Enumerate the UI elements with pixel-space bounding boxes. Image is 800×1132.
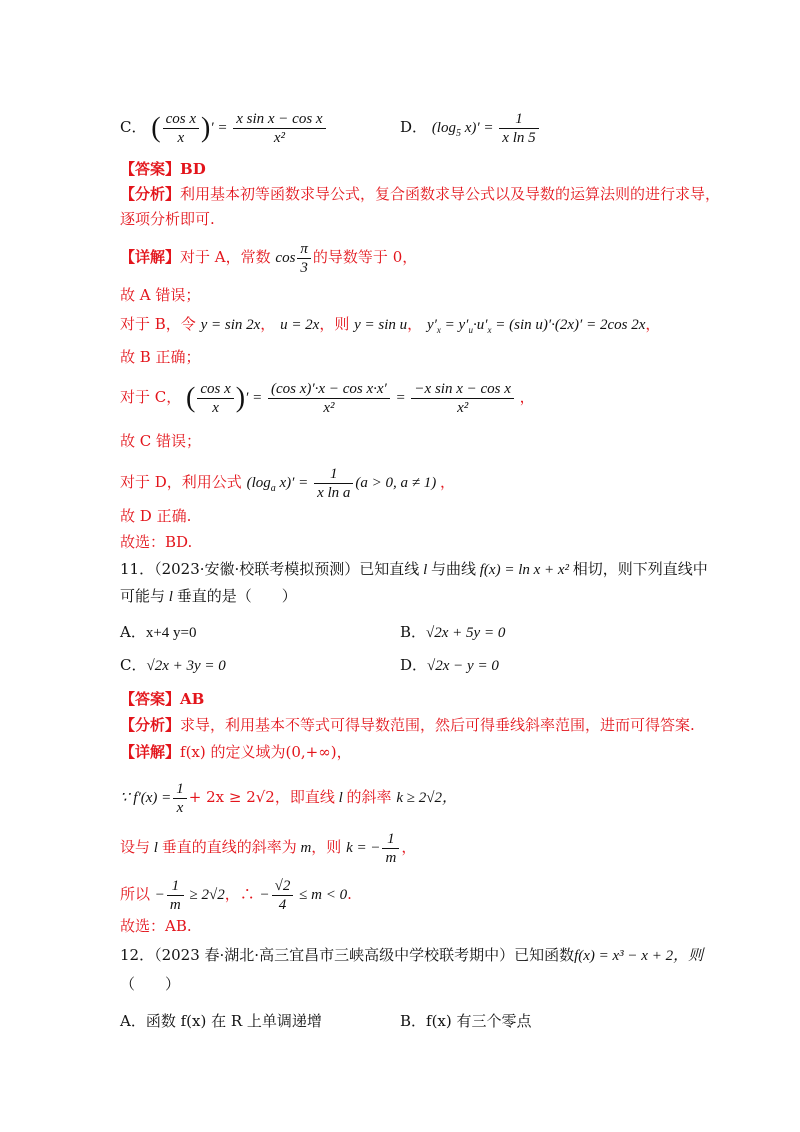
- analysis-text-2: 逐项分析即可.: [120, 210, 215, 228]
- choose-text: 故选：BD.: [120, 533, 193, 551]
- q11-b-label: B．: [400, 623, 427, 641]
- q12-function-formula: f(x) = x³ − x + 2，则: [574, 948, 704, 964]
- cos-pi-over-3: cos $\frac{\pi}{3}$: [275, 250, 313, 266]
- q11-d-label: D．: [400, 656, 428, 674]
- q11-stem-text-1c: 相切，则下列直线中: [572, 560, 708, 578]
- inequality-1: − $\frac{1}{m}$ ≥ 2√2: [154, 878, 225, 913]
- q10-answer: [120, 158, 206, 180]
- q11-answer-value: AB: [180, 690, 205, 708]
- q11-option-b: [400, 621, 505, 644]
- b-formula: y = sin 2x: [200, 317, 261, 333]
- slope-m: m: [296, 839, 312, 856]
- q11-b-text: √2x + 5y = 0: [426, 625, 506, 641]
- q10-a-wrong: [120, 284, 200, 306]
- q11-analysis: [120, 714, 695, 736]
- q11-analysis-tag: 【分析】: [120, 716, 181, 734]
- one-over-x: $\frac{1}{x}$: [171, 790, 189, 806]
- derivative-lhs: ∵ f′(x) =: [120, 789, 172, 806]
- q11-c-label: C．: [120, 656, 147, 674]
- c-derivative-formula: ( $\frac{\text{cos x}}{x}$ )′ = $\frac{\text{(cos x)′·x − cos x·x′}}{\text{x²}}$ = $\frac{\text{−x sin x − cos x}}{\text{x²}}$: [186, 390, 520, 406]
- line-l-3: l: [334, 789, 347, 806]
- q11-d-text: √2x − y = 0: [427, 658, 499, 674]
- q11-a-text: x+4 y=0: [145, 625, 197, 641]
- q12-stem-line2: [120, 973, 180, 995]
- q11-option-c: [120, 654, 226, 677]
- q11-option-a: [120, 621, 197, 644]
- q10-d-right: [120, 505, 191, 527]
- q12-b-text: f(x) 有三个零点: [426, 1012, 532, 1030]
- q10-b-right: [120, 346, 201, 368]
- q10-analysis-line1: [120, 183, 720, 205]
- q12-option-b: [400, 1010, 532, 1032]
- detail-a-text: 对于 A，常数: [180, 247, 271, 266]
- q12-a-label: A．: [120, 1012, 146, 1030]
- q11-detail-tag: 【详解】: [120, 743, 181, 761]
- q11-detail-3a: 设与: [120, 837, 151, 856]
- q11-detail-4a: 所以: [120, 884, 151, 903]
- q10-c-wrong: [120, 430, 201, 452]
- q11-stem-line1: [120, 558, 708, 581]
- detail-a-tail: 的导数等于 0，: [312, 247, 418, 266]
- q12-option-a: [120, 1010, 322, 1032]
- q11-stem-text-1: 11．（2023·安徽·校联考模拟预测）已知直线: [120, 560, 420, 578]
- detail-c-text: 对于 C，: [120, 387, 182, 406]
- q10-detail-b: 对于 B，令 y = sin 2x， u = 2x，则 y = sin u， $y'_x = y'_u\cdot u'_x = (\sin$ u)′·(2x)′ = 2cos 2x，: [120, 315, 661, 335]
- q11-detail-2: [120, 780, 457, 817]
- answer-tag: 【答案】: [120, 160, 181, 178]
- a-wrong-text: 故 A 错误；: [120, 286, 201, 304]
- q11-detail-2b: + 2x ≥ 2√2，即直线: [188, 787, 335, 806]
- q11-detail-1-text: f(x) 的定义域为(0,+∞)，: [180, 743, 352, 761]
- q11-stem-text-1b: 与曲线: [430, 560, 476, 578]
- q10-detail-a: [120, 240, 417, 277]
- option-d-label: D．: [400, 117, 428, 136]
- q11-a-label: A．: [120, 623, 146, 641]
- q11-detail-1: [120, 741, 352, 763]
- q11-detail-4: 所以 − $\frac{1}{m}$ ≥ 2√2，∴ − $\frac{√2}{4}$ ≤ m < 0.: [120, 878, 352, 913]
- q11-stem-line2: [120, 585, 297, 608]
- q11-answer-tag: 【答案】: [120, 690, 181, 708]
- analysis-text-1: 利用基本初等函数求导公式，复合函数求导公式以及导数的运算法则的进行求导，: [180, 185, 721, 203]
- q12-a-text: 函数 f(x) 在 R 上单调递增: [145, 1012, 322, 1030]
- q11-detail-4b: ，∴: [224, 884, 255, 903]
- detail-tag: 【详解】: [120, 247, 181, 266]
- detail-b-text: 对于 B，令: [120, 315, 196, 333]
- q11-choose: [120, 915, 192, 937]
- q11-choose-text: 故选：AB.: [120, 917, 192, 935]
- y-sin-u: y = sin u: [354, 317, 408, 333]
- option-d: [400, 110, 541, 147]
- q10-choose: [120, 531, 192, 553]
- d-right-text: 故 D 正确.: [120, 507, 192, 525]
- analysis-tag: 【分析】: [120, 185, 181, 203]
- q11-option-d: [400, 654, 499, 677]
- slope-bound: k ≥ 2√2，: [396, 789, 457, 806]
- detail-d-text: 对于 D，利用公式: [120, 472, 242, 491]
- q10-detail-d: 对于 D，利用公式 ($\log_a$ x)′ = $\frac{1}{\text{x ln a}}$ (a > 0, a ≠ 1) ，: [120, 466, 456, 501]
- line-l-4: l: [150, 839, 162, 856]
- line-l-2: l: [165, 589, 177, 605]
- curve-formula: f(x) = ln x + x²: [476, 562, 573, 578]
- option-d-formula: ($\log_5$ x)′ = $\frac{1}{\text{x ln 5}}$: [432, 120, 541, 136]
- u-formula: u = 2x: [280, 317, 320, 333]
- option-c: [120, 110, 328, 147]
- k-formula: k = − $\frac{1}{m}$: [346, 840, 401, 856]
- q12-stem-line1: [120, 944, 703, 967]
- q11-stem-text-2: 可能与: [120, 587, 166, 605]
- inequality-2: − $\frac{√2}{4}$ ≤ m < 0: [259, 878, 348, 913]
- q11-detail-2c: 的斜率: [346, 787, 392, 806]
- q11-c-text: √2x + 3y = 0: [146, 658, 226, 674]
- option-c-label: C．: [120, 117, 147, 136]
- log-formula: ($\log_a$ x)′ = $\frac{1}{\text{x ln a}}$ (a > 0, a ≠ 1): [246, 466, 440, 501]
- q12-stem-text-2: （ ）: [120, 975, 181, 993]
- line-l: l: [419, 562, 431, 578]
- q11-analysis-text: 求导，利用基本不等式可得导数范围，然后可得垂线斜率范围，进而可得答案.: [180, 716, 695, 734]
- q10-detail-c: 对于 C， ( $\frac{\text{cos x}}{x}$ )′ = $\frac{\text{(cos x)′·x − cos x·x′}}{\text{x²}}$ = $\frac{\text{−x sin x − cos x}}{\text{x²}}$ ，: [120, 381, 535, 416]
- q10-analysis-line2: [120, 208, 215, 230]
- chain-rule-formula: $y'_x = y'_u\cdot u'_x = (\sin$ u)′·(2x)′ = 2cos 2x: [426, 317, 646, 335]
- q11-detail-3b: 垂直的直线的斜率为: [161, 837, 297, 856]
- q11-detail-3: 设与 l 垂直的直线的斜率为 m，则 k = − $\frac{1}{m}$ ，: [120, 831, 417, 866]
- q11-answer: [120, 688, 204, 710]
- q11-stem-text-2b: 垂直的是（ ）: [176, 587, 297, 605]
- q12-stem-text-1: 12．（2023 春·湖北·高三宜昌市三峡高级中学校联考期中）已知函数: [120, 946, 575, 964]
- b-right-text: 故 B 正确；: [120, 348, 201, 366]
- answer-value: BD: [180, 160, 206, 178]
- c-wrong-text: 故 C 错误；: [120, 432, 202, 450]
- option-c-formula: ( $\frac{\text{cos x}}{x}$ )′ = $\frac{\text{x sin x − cos x}}{\text{x²}}$: [151, 120, 327, 136]
- q12-b-label: B．: [400, 1012, 427, 1030]
